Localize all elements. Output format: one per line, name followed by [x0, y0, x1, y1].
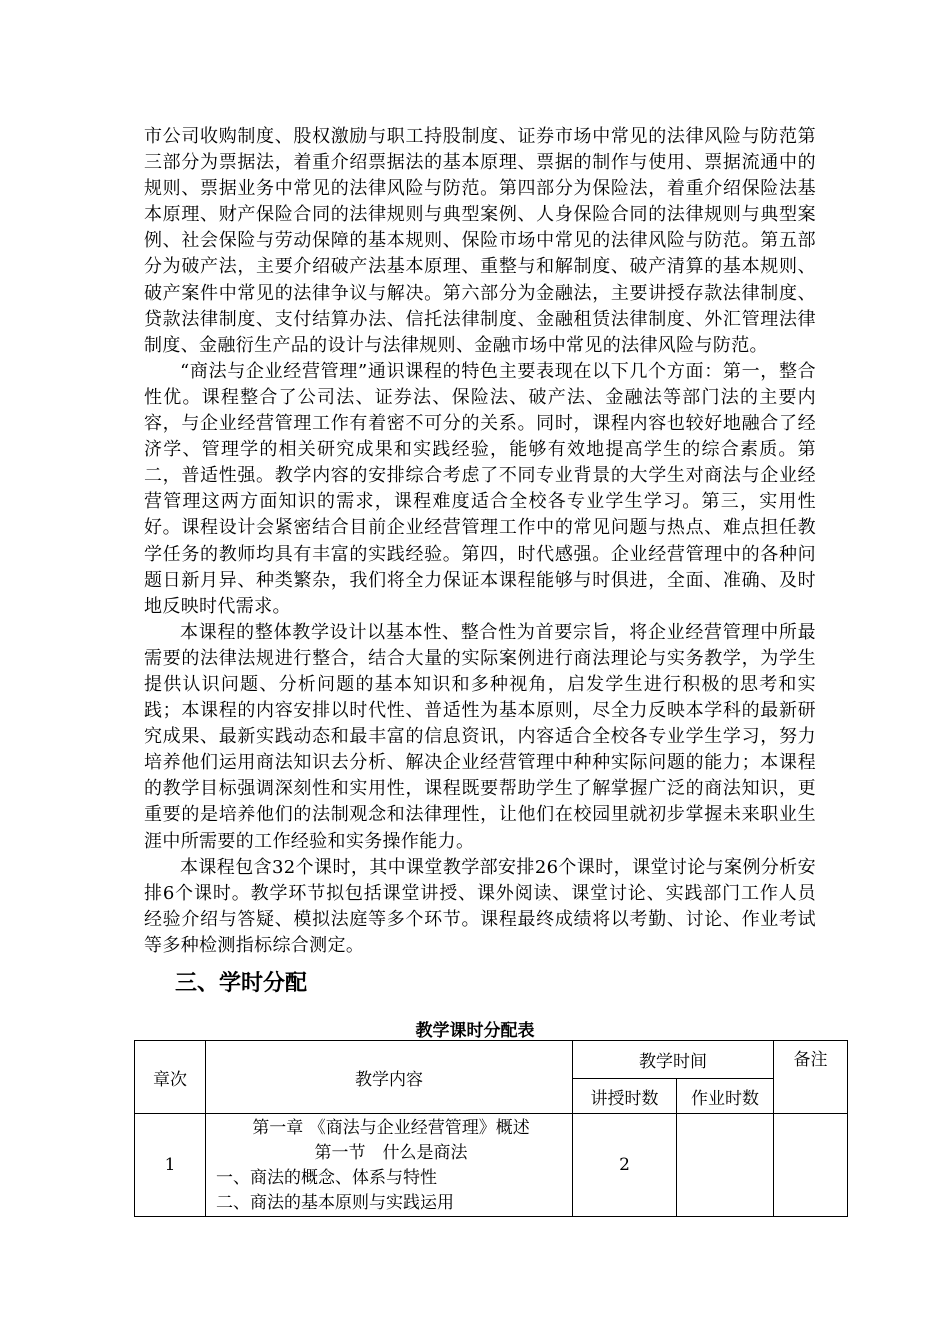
content-line: 一、商法的概念、体系与特性: [216, 1168, 437, 1188]
paragraph-course-features: “商法与企业经营管理”通识课程的特色主要表现在以下几个方面：第一，整合性优。课程整合了公司法、证券法、保险法、破产法、金融法等部门法的主要内容，与企业经营管理工作有着密不可分的关系。同时，课程内容也较好地融合了经济学、管理学的相关研究成果和实践经验，能够有效地提高学生的综合素质。第二，普适性强。教学内容的安排综合考虑了不同专业背景的大学生对商法与企业经营管理这两方面知识的需求，课程难度适合全校各专业学生学习。第三，实用性好。课程设计会紧密结合目前企业经营管理工作中的常见问题与热点、难点担任教学任务的教师均具有丰富的实践经验。第四，时代感强。企业经营管理中的各种问题日新月异、种类繁杂，我们将全力保证本课程能够与时俱进，全面、准确、及时地反映时代需求。: [144, 360, 816, 617]
cell-content: [206, 1114, 573, 1217]
cell-homework-hours: [677, 1114, 774, 1217]
paragraph-course-hours: 本课程包含32个课时，其中课堂教学部安排26个课时，课堂讨论与案例分析安排6个课时。教学环节拟包括课堂讲授、课外阅读、课堂讨论、实践部门工作人员经验介绍与答疑、模拟法庭等多个环节。课程最终成绩将以考勤、讨论、作业考试等多种检测指标综合测定。: [144, 856, 816, 956]
content-line: 第一节 什么是商法: [314, 1143, 468, 1163]
header-content: 教学内容: [206, 1041, 573, 1114]
header-teaching-time: 教学时间: [573, 1041, 774, 1079]
content-line: 二、商法的基本原则与实践运用: [216, 1193, 454, 1213]
cell-notes: [774, 1114, 848, 1217]
table-row: [135, 1114, 848, 1217]
header-notes: 备注: [774, 1041, 848, 1114]
hours-table: [134, 1040, 848, 1217]
header-lecture-hours: 讲授时数: [573, 1079, 677, 1114]
content-line: 第一章 《商法与企业经营管理》概述: [252, 1118, 530, 1138]
header-homework-hours: 作业时数: [677, 1079, 774, 1114]
cell-chapter: 1: [135, 1114, 206, 1217]
header-chapter: 章次: [135, 1041, 206, 1114]
body-text: [144, 124, 816, 959]
section-heading: 三、学时分配: [175, 971, 308, 996]
table-caption: 教学课时分配表: [415, 1021, 535, 1041]
paragraph-course-parts: 市公司收购制度、股权激励与职工持股制度、证券市场中常见的法律风险与防范第三部分为票据法，着重介绍票据法的基本原理、票据的制作与使用、票据流通中的规则、票据业务中常见的法律风险与防范。第四部分为保险法，着重介绍保险法基本原理、财产保险合同的法律规则与典型案例、人身保险合同的法律规则与典型案例、社会保险与劳动保障的基本规则、保险市场中常见的法律风险与防范。第五部分为破产法，主要介绍破产法基本原理、重整与和解制度、破产清算的基本规则、破产案件中常见的法律争议与解决。第六部分为金融法，主要讲授存款法律制度、贷款法律制度、支付结算办法、信托法律制度、金融租赁法律制度、外汇管理法律制度、金融衍生产品的设计与法律规则、金融市场中常见的法律风险与防范。: [144, 126, 816, 356]
paragraph-course-design: 本课程的整体教学设计以基本性、整合性为首要宗旨，将企业经营管理中所最需要的法律法规进行整合，结合大量的实际案例进行商法理论与实务教学，为学生提供认识问题、分析问题的基本知识和多种视角，启发学生进行积极的思考和实践；本课程的内容安排以时代性、普适性为基本原则，尽全力反映本学科的最新研究成果、最新实践动态和最丰富的信息资讯，内容适合全校各专业学生学习，努力培养他们运用商法知识去分析、解决企业经营管理中种种实际问题的能力；本课程的教学目标强调深刻性和实用性，课程既要帮助学生了解掌握广泛的商法知识，更重要的是培养他们的法制观念和法律理性，让他们在校园里就初步掌握未来职业生涯中所需要的工作经验和实务操作能力。: [144, 621, 816, 852]
cell-lecture-hours: 2: [573, 1114, 677, 1217]
